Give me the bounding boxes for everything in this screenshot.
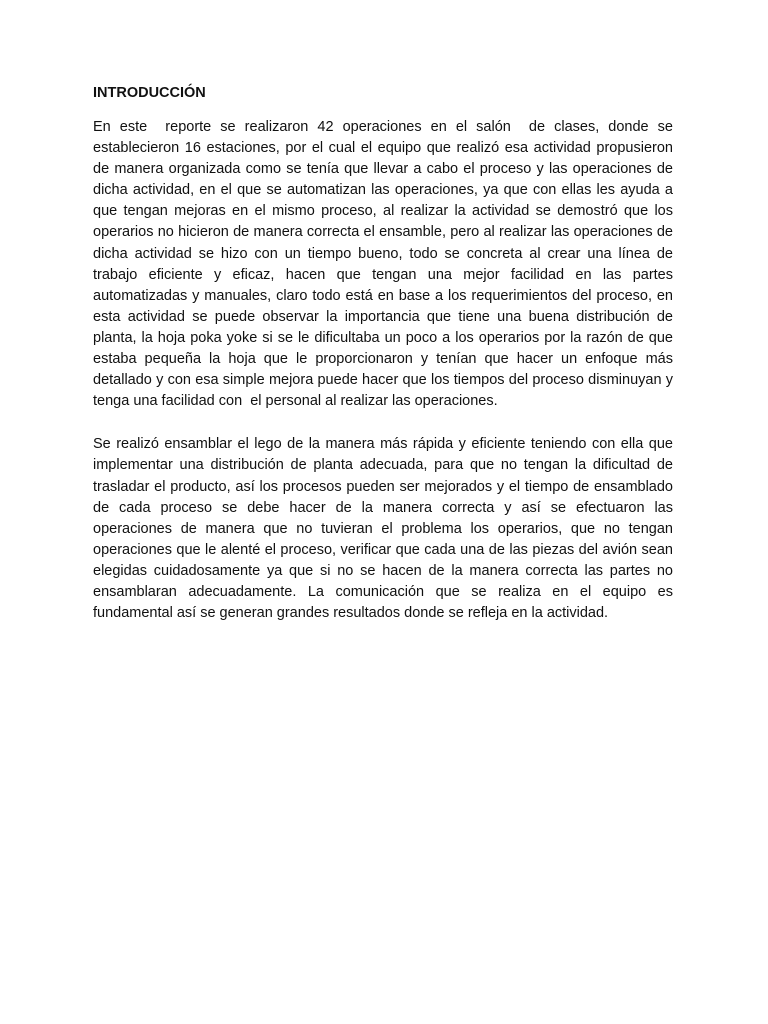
document-title: INTRODUCCIÓN <box>93 85 206 101</box>
document-page <box>93 82 682 646</box>
paragraph-2: Se realizó ensamblar el lego de la manera más rápida y eficiente teniendo con ella que implementar una distribución de planta adecuada, para que no tengan la dificultad de trasladar el producto, así los procesos pueden ser mejorados y el tiempo de ensamblado de cada proceso se debe hacer de la manera correcta y así se efectuaron las operaciones de manera que no tuvieran el problema los operarios, que no tengan operaciones que le alenté el proceso, verificar que cada una de las piezas del avión sean elegidas cuidadosamente ya que si no se hacen de la manera correcta las partes no ensamblaran adecuadamente. La comunicación que se realiza en el equipo es fundamental así se generan grandes resultados donde se refleja en la actividad. <box>93 436 678 622</box>
paragraph-1: En este reporte se realizaron 42 operaciones en el salón de clases, donde se establecieron 16 estaciones, por el cual el equipo que realizó esa actividad propusieron de manera organizada como se tenía que llevar a cabo el proceso y las operaciones de dicha actividad, en el que se automatizan las operaciones, ya que con ellas les ayuda a que tengan mejoras en el mismo proceso, al realizar la actividad se demostró que los operarios no hicieron de manera correcta el ensamble, pero al realizar las operaciones de dicha actividad se hizo con un tiempo bueno, todo se concreta al crear una línea de trabajo eficiente y eficaz, hacen que tengan una mejor facilidad en las partes automatizadas y manuales, claro todo está en base a los requerimientos del proceso, en esta actividad se puede observar la importancia que tiene una buena distribución de planta, la hoja poka yoke si se le dificultaba un poco a los operarios por la razón de que estaba pequeña la hoja que le proporcionaron y tenían que hacer un enfoque más detallado y con esa simple mejora puede hacer que los tiempos del proceso disminuyan y tenga una facilidad con el personal al realizar las operaciones. <box>93 119 682 410</box>
